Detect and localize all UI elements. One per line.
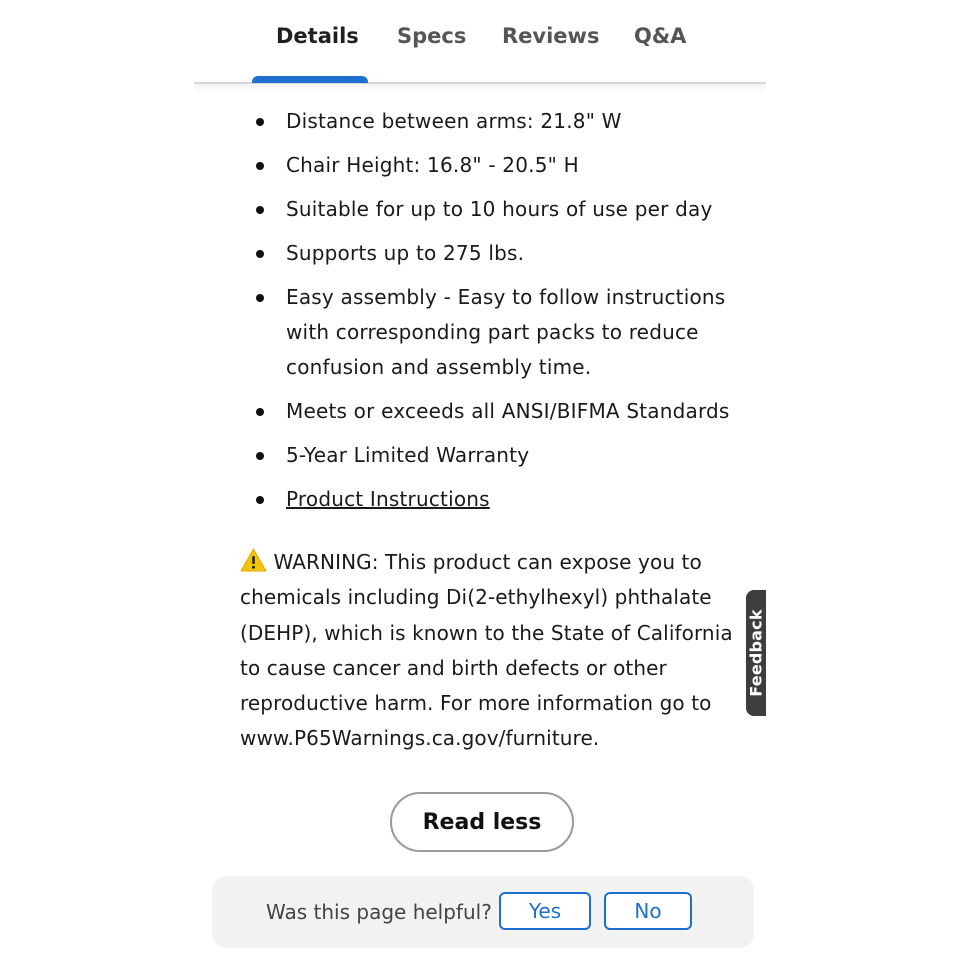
list-item: Chair Height: 16.8" - 20.5" H	[250, 148, 746, 183]
product-details-screen	[194, 0, 766, 960]
bullet-icon	[256, 408, 264, 416]
tab-bar	[194, 0, 766, 84]
warning-triangle-icon	[240, 548, 267, 572]
helpful-survey	[212, 876, 754, 948]
warning-text: This product can expose you to chemicals including Di(2-ethylhexyl) phthalate (DEHP), which is known to the State of California to cause cancer and birth defects or other reproductive harm. For more information go to www.P65Warnings.ca.gov/furniture.	[240, 550, 733, 751]
list-item: Supports up to 275 lbs.	[250, 236, 746, 271]
no-button[interactable]: No	[604, 892, 692, 930]
bullet-icon	[256, 496, 264, 504]
tab-reviews[interactable]: Reviews	[502, 24, 600, 48]
read-less-button[interactable]: Read less	[390, 792, 574, 852]
active-tab-indicator	[252, 76, 368, 83]
feedback-label: Feedback	[746, 609, 766, 697]
feedback-tab[interactable]	[746, 590, 766, 716]
tab-specs[interactable]: Specs	[397, 24, 467, 48]
bullet-icon	[256, 206, 264, 214]
list-item	[250, 482, 746, 517]
tab-details[interactable]: Details	[276, 24, 359, 48]
warning-label: WARNING:	[273, 550, 379, 574]
product-instructions-link[interactable]: Product Instructions	[286, 487, 490, 511]
list-item: Meets or exceeds all ANSI/BIFMA Standards	[250, 394, 746, 429]
bullet-icon	[256, 294, 264, 302]
list-item: 5-Year Limited Warranty	[250, 438, 746, 473]
bullet-icon	[256, 162, 264, 170]
prop65-warning	[240, 545, 744, 757]
bullet-icon	[256, 452, 264, 460]
list-item: Easy assembly - Easy to follow instructions with corresponding part packs to reduce confusion and assembly time.	[250, 280, 746, 385]
helpful-question: Was this page helpful?	[266, 900, 492, 924]
list-item: Suitable for up to 10 hours of use per day	[250, 192, 746, 227]
feature-list	[250, 104, 746, 526]
bullet-icon	[256, 118, 264, 126]
bullet-icon	[256, 250, 264, 258]
list-item: Distance between arms: 21.8" W	[250, 104, 746, 139]
yes-button[interactable]: Yes	[499, 892, 591, 930]
tab-qa[interactable]: Q&A	[634, 24, 687, 48]
